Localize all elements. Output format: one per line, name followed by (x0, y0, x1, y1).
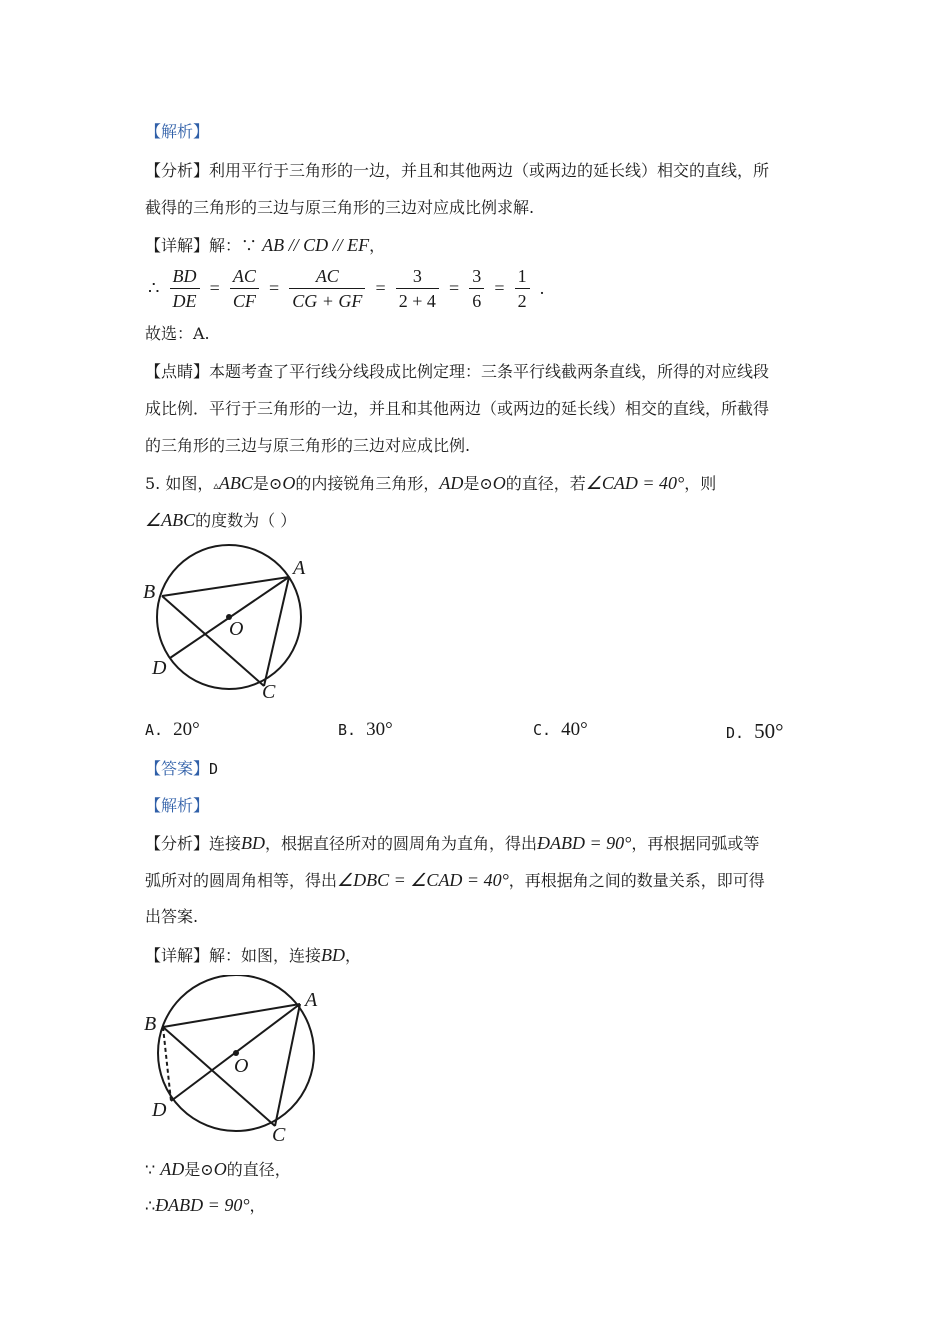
label-d-2: D (152, 1099, 167, 1121)
segment-bc (162, 596, 264, 686)
detail-line: 【详解】解：∵ AB // CD // EF， (145, 235, 386, 255)
because-line: ∵ AD是⊙O的直径， (145, 1159, 291, 1179)
fraction-ac-cg-gf: $\frac{AC}{CG + GF}$ (289, 264, 365, 313)
fraction-3-6: $\frac{3}{6}$ (469, 264, 484, 313)
fraction-3-over-6a: $\frac{3}{2 + 4}$ (396, 264, 439, 313)
segment-ba (162, 577, 289, 596)
fraction-ac-cf: $\frac{AC}{CF}$ (230, 264, 259, 313)
segment-ac (264, 577, 289, 686)
therefore-symbol: ∴ (148, 278, 160, 298)
answer-line (145, 757, 218, 781)
detail-tag-2: 【详解】 (145, 946, 210, 965)
label-b: B (143, 581, 156, 603)
analysis2-line-1: 【分析】连接BD，根据直径所对的圆周角为直角，得出ÐABD = 90°，再根据同弧或等 (145, 833, 760, 853)
label-d: D (152, 657, 167, 679)
comment-line-3: 的三角形的三边与原三角形的三边对应成比例. (145, 436, 471, 455)
analysis-tag: 【分析】 (145, 161, 210, 180)
question-number: 5. 如图， (145, 474, 214, 493)
label-a-2: A (305, 989, 318, 1011)
solution-heading-2: 【解析】 (145, 796, 210, 815)
answer-tag: 【答案】 (145, 759, 210, 778)
analysis-tag-2: 【分析】 (145, 834, 210, 853)
comment-line-1: 【点睛】本题考查了平行线分线段成比例定理：三条平行线截两条直线，所得的对应线段 (145, 362, 770, 381)
option-b[interactable]: B. 30° (338, 719, 393, 740)
therefore-line: ∴ÐABD = 90°， (145, 1195, 266, 1215)
choice-line: 故选：A. (145, 324, 210, 343)
segment-bc-2 (163, 1027, 275, 1126)
circle-figure-1 (135, 540, 325, 705)
question-5-line-1: 5. 如图，▵ABC是⊙O的内接锐角三角形，AD是⊙O的直径，若∠CAD = 40°，则 (145, 473, 717, 493)
solution-heading: 【解析】 (145, 122, 210, 141)
angle-cad: ∠CAD = 40° (585, 473, 685, 493)
label-b-2: B (144, 1013, 157, 1035)
label-o-2: O (234, 1055, 249, 1077)
segment-ac-2 (275, 1004, 300, 1126)
comment-line-2: 成比例．平行于三角形的一边，并且和其他两边（或两边的延长线）相交的直线，所截得 (145, 399, 770, 418)
analysis-line-1: 【分析】利用平行于三角形的一边，并且和其他两边（或两边的延长线）相交的直线，所 (145, 161, 770, 180)
option-a[interactable]: A. 20° (145, 719, 200, 740)
fraction-bd-de: $\frac{BD}{DE}$ (170, 264, 200, 313)
analysis-line-2: 截得的三角形的三边与原三角形的三边对应成比例求解. (145, 198, 535, 217)
analysis2-line-2: 弧所对的圆周角相等，得出∠DBC = ∠CAD = 40°，再根据角之间的数量关系，即可得 (145, 870, 765, 890)
parallel-statement: AB // CD // EF (262, 235, 370, 255)
answer-value: D (209, 760, 219, 778)
detail2-line: 【详解】解：如图，连接BD， (145, 945, 362, 965)
detail-tag: 【详解】 (145, 236, 210, 255)
label-c: C (262, 681, 276, 703)
option-c[interactable]: C. 40° (533, 719, 588, 740)
comment-tag: 【点睛】 (145, 362, 210, 381)
segment-ba-2 (163, 1004, 300, 1027)
question-5-line-2: ∠ABC的度数为（ ） (145, 510, 297, 530)
label-a: A (293, 557, 306, 579)
label-o: O (229, 618, 244, 640)
ratio-equation: ∴ $\frac{BD}{DE}$ = $\frac{AC}{CF}$ = $\frac{AC}{CG + GF}$ = $\frac{3}{2 + 4}$ = $\frac{3}{6}$ = $\frac{1}{2}$ . (148, 266, 545, 311)
fraction-1-2: $\frac{1}{2}$ (515, 264, 530, 313)
label-c-2: C (272, 1124, 286, 1145)
analysis2-line-3: 出答案. (145, 907, 199, 926)
option-d[interactable]: D. 50° (726, 719, 784, 743)
circle-figure-2 (135, 975, 335, 1145)
